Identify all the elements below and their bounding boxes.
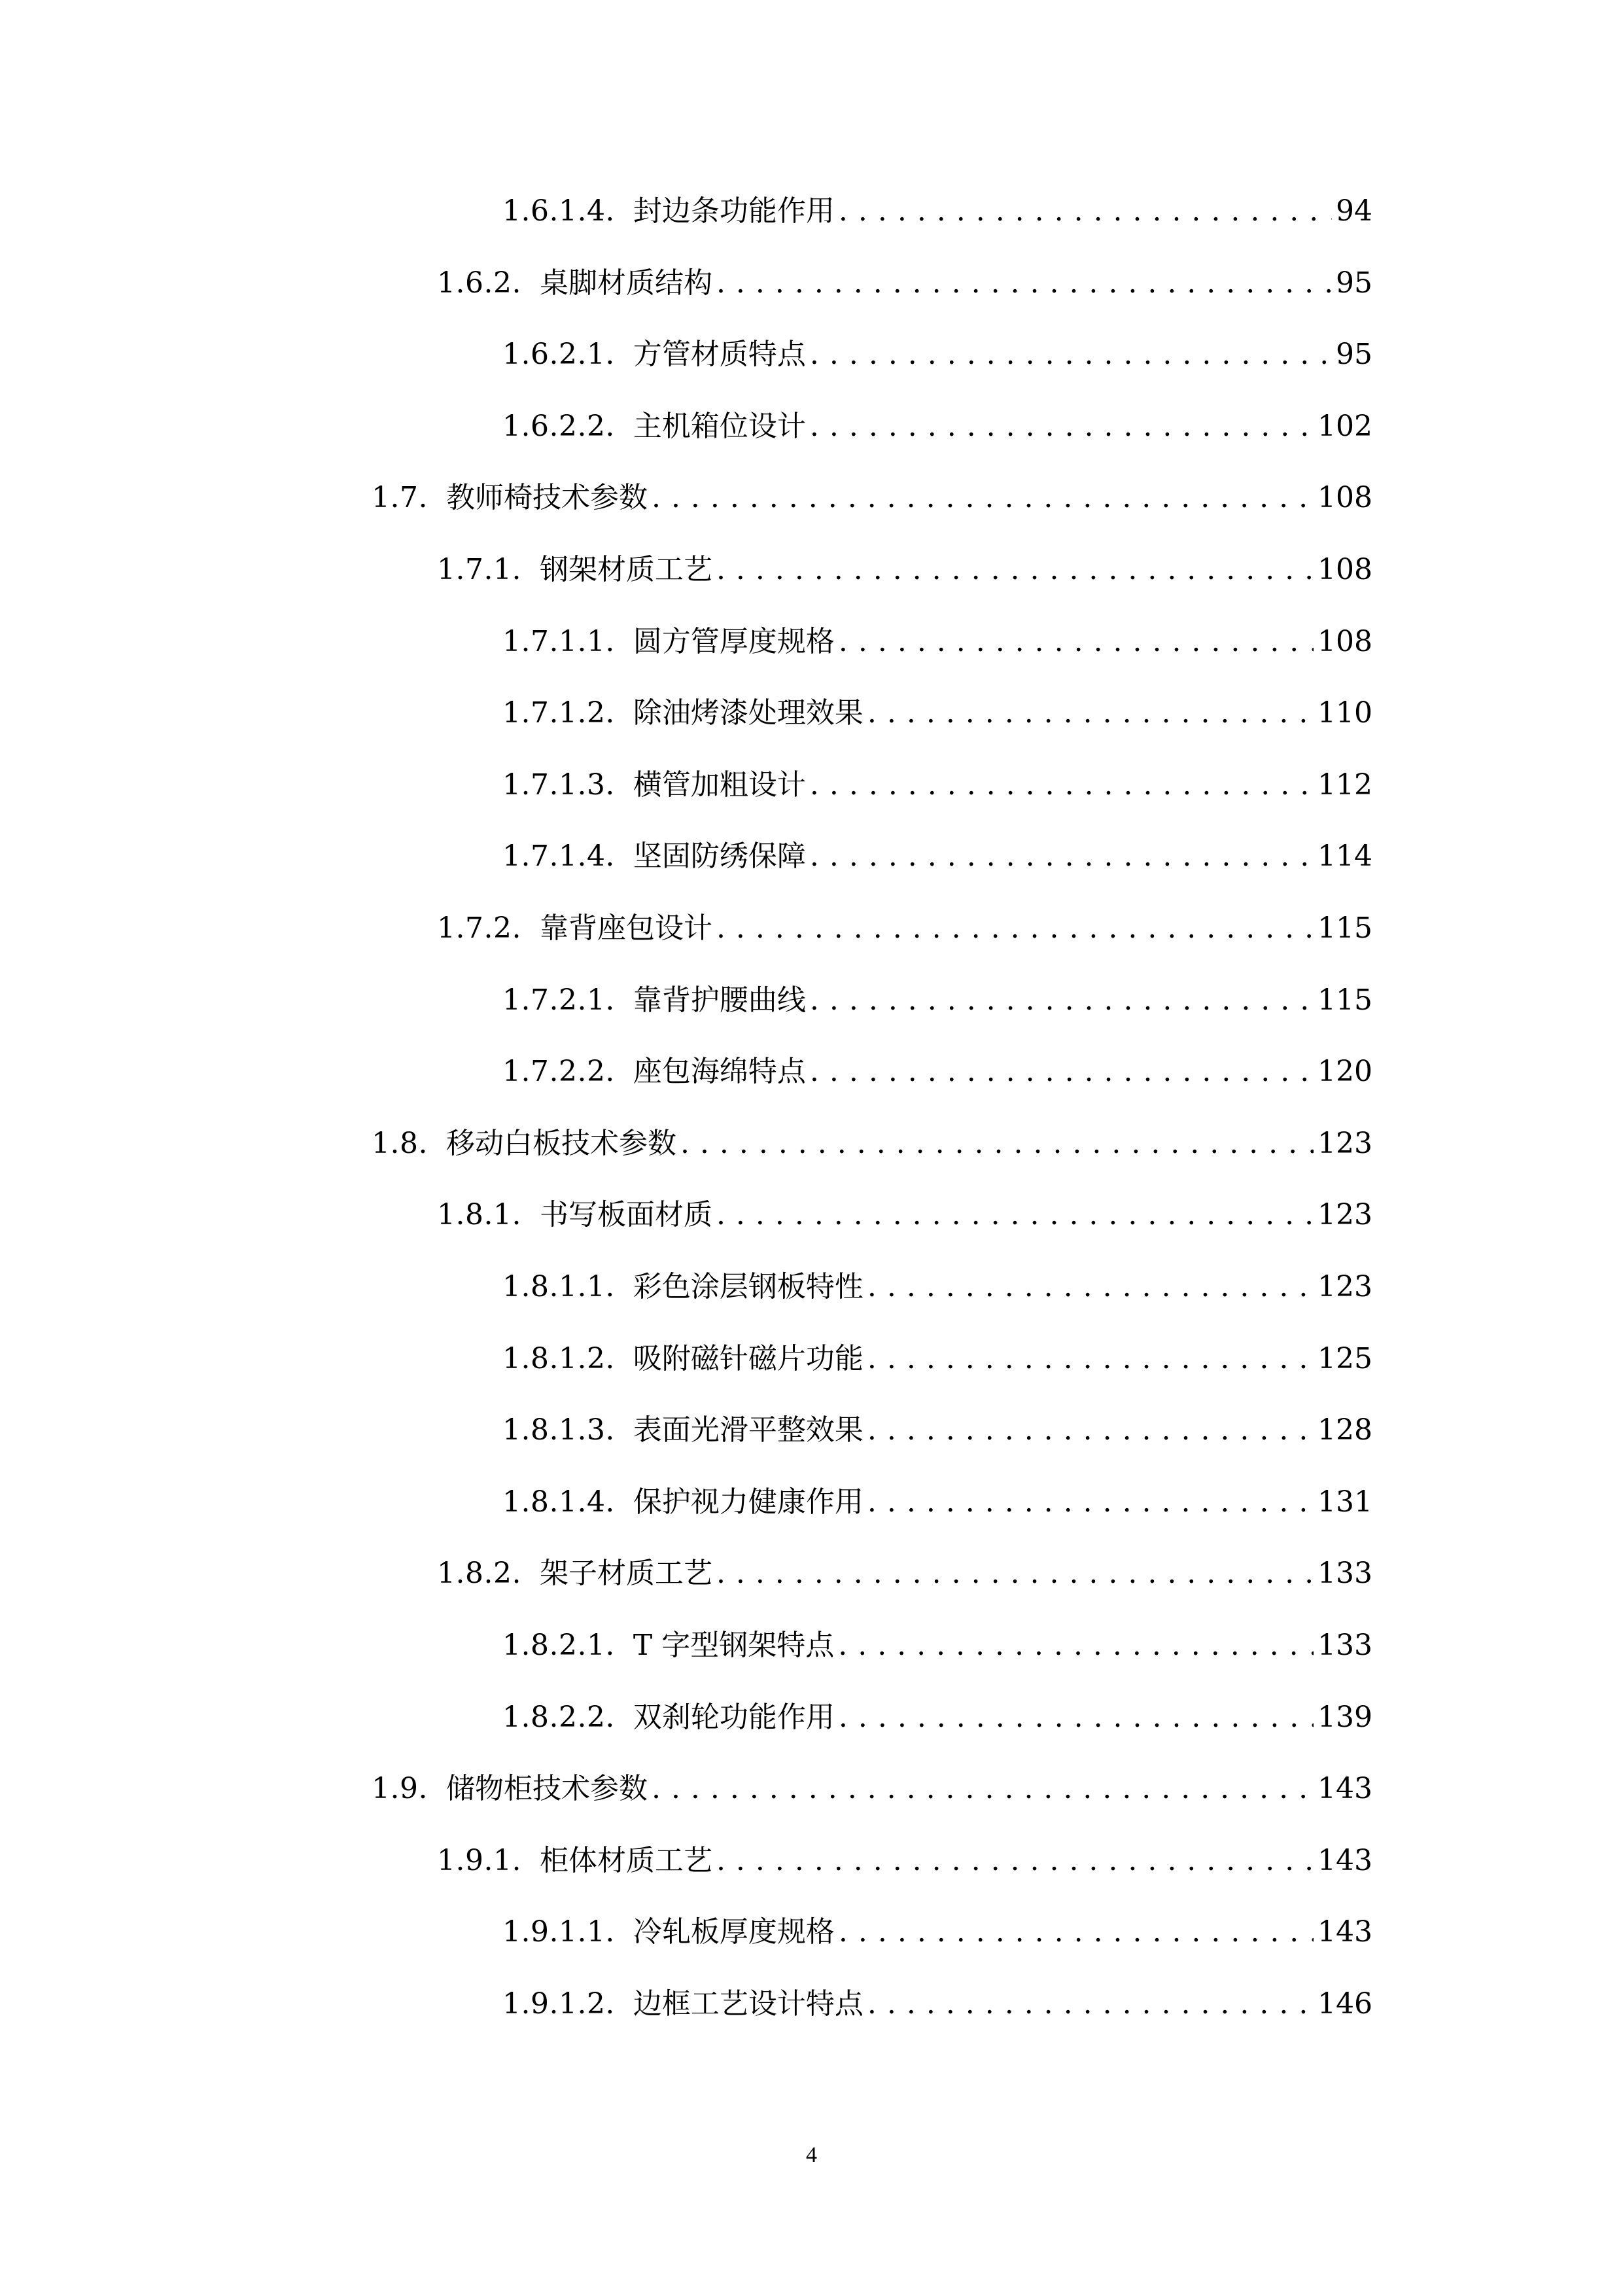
- toc-entry-page: 143: [1318, 1915, 1372, 1949]
- toc-entry-number: 1.8.1.1.: [502, 1270, 615, 1303]
- toc-entry-page: 95: [1336, 266, 1372, 300]
- toc-entry-number: 1.8.2.2.: [502, 1701, 615, 1734]
- toc-entry-number: 1.8.1.: [437, 1198, 521, 1231]
- toc-entry-page: 123: [1318, 1198, 1372, 1231]
- toc-entry-title: 教师椅技术参数: [445, 481, 648, 514]
- toc-entry[interactable]: [502, 1049, 1372, 1095]
- toc-entry-number: 1.8.2.: [437, 1557, 521, 1590]
- toc-entry[interactable]: [502, 1336, 1372, 1382]
- toc-entry[interactable]: [502, 978, 1372, 1023]
- toc-entry-title: 靠背座包设计: [539, 911, 712, 945]
- toc-leader-dots: [867, 690, 1314, 736]
- toc-entry-number: 1.7.1.2.: [502, 696, 615, 730]
- toc-leader-dots: [839, 619, 1314, 665]
- toc-entry[interactable]: [502, 404, 1372, 450]
- toc-entry[interactable]: [502, 619, 1372, 665]
- toc-entry[interactable]: [437, 906, 1372, 951]
- toc-entry-title: T 字型钢架特点: [633, 1629, 835, 1662]
- page-number: 4: [806, 2143, 817, 2167]
- toc-leader-dots: [810, 1049, 1314, 1095]
- toc-leader-dots: [716, 1551, 1314, 1597]
- toc-entry-page: 123: [1318, 1270, 1372, 1303]
- toc-leader-dots: [867, 1981, 1314, 2027]
- toc-entry-page: 128: [1318, 1413, 1372, 1447]
- toc-entry[interactable]: [502, 834, 1372, 879]
- toc-entry[interactable]: [502, 762, 1372, 808]
- toc-leader-dots: [716, 260, 1332, 306]
- toc-entry-page: 110: [1318, 696, 1372, 730]
- toc-entry-title: 钢架材质工艺: [539, 553, 712, 586]
- toc-entry-page: 108: [1318, 625, 1372, 658]
- toc-entry-number: 1.9.1.2.: [502, 1987, 615, 2021]
- toc-entry-number: 1.6.2.: [437, 266, 521, 300]
- toc-leader-dots: [652, 475, 1314, 521]
- toc-entry-page: 115: [1318, 911, 1372, 945]
- toc-entry-page: 125: [1318, 1342, 1372, 1375]
- toc-entry[interactable]: [437, 547, 1372, 593]
- toc-entry-page: 143: [1318, 1772, 1372, 1805]
- toc-entry-number: 1.7.2.1.: [502, 983, 615, 1017]
- toc-leader-dots: [867, 1407, 1314, 1453]
- toc-entry-title: 表面光滑平整效果: [633, 1413, 864, 1447]
- toc-leader-dots: [810, 332, 1332, 378]
- toc-entry-number: 1.9.1.1.: [502, 1915, 615, 1949]
- toc-entry-title: 边框工艺设计特点: [633, 1987, 864, 2021]
- toc-entry-page: 114: [1318, 839, 1372, 873]
- toc-entry-title: 方管材质特点: [633, 338, 806, 371]
- toc-entry-title: 保护视力健康作用: [633, 1485, 864, 1519]
- toc-leader-dots: [716, 547, 1314, 593]
- toc-leader-dots: [867, 1479, 1314, 1525]
- toc-entry[interactable]: [502, 332, 1372, 378]
- toc-entry-title: 架子材质工艺: [539, 1557, 712, 1590]
- toc-entry[interactable]: [372, 1121, 1372, 1167]
- toc-entry-number: 1.8.: [372, 1127, 428, 1160]
- toc-entry-title: 彩色涂层钢板特性: [633, 1270, 864, 1303]
- toc-leader-dots: [680, 1121, 1314, 1167]
- toc-entry-page: 115: [1318, 983, 1372, 1017]
- toc-entry-page: 94: [1336, 194, 1372, 228]
- toc-leader-dots: [716, 1192, 1314, 1238]
- toc-entry-page: 133: [1318, 1629, 1372, 1662]
- toc-entry-number: 1.9.: [372, 1772, 428, 1805]
- toc-entry-number: 1.7.: [372, 481, 428, 514]
- toc-entry[interactable]: [372, 475, 1372, 521]
- toc-entry-page: 131: [1318, 1485, 1372, 1519]
- toc-leader-dots: [867, 1264, 1314, 1310]
- toc-entry[interactable]: [502, 1909, 1372, 1955]
- toc-entry-number: 1.8.1.3.: [502, 1413, 615, 1447]
- toc-entry-page: 108: [1318, 481, 1372, 514]
- toc-entry-number: 1.8.2.1.: [502, 1629, 615, 1662]
- toc-leader-dots: [810, 978, 1314, 1023]
- toc-entry[interactable]: [502, 1623, 1372, 1669]
- toc-entry-number: 1.7.1.4.: [502, 839, 615, 873]
- toc-entry[interactable]: [502, 690, 1372, 736]
- toc-entry-title: 主机箱位设计: [633, 410, 806, 443]
- toc-entry-title: 柜体材质工艺: [539, 1844, 712, 1877]
- toc-entry-title: 吸附磁针磁片功能: [633, 1342, 864, 1375]
- toc-entry-title: 封边条功能作用: [633, 194, 835, 228]
- toc-entry-number: 1.7.1.: [437, 553, 521, 586]
- toc-entry-page: 102: [1318, 410, 1372, 443]
- toc-entry[interactable]: [437, 1192, 1372, 1238]
- toc-entry-title: 靠背护腰曲线: [633, 983, 806, 1017]
- toc-entry[interactable]: [502, 1479, 1372, 1525]
- toc-entry-title: 移动白板技术参数: [445, 1127, 676, 1160]
- toc-entry-number: 1.7.2.: [437, 911, 521, 945]
- toc-entry-number: 1.7.2.2.: [502, 1055, 615, 1088]
- toc-entry-title: 圆方管厚度规格: [633, 625, 835, 658]
- toc-entry-page: 95: [1336, 338, 1372, 371]
- toc-leader-dots: [839, 1695, 1314, 1740]
- toc-entry-number: 1.6.1.4.: [502, 194, 615, 228]
- toc-entry-page: 108: [1318, 553, 1372, 586]
- toc-entry-page: 120: [1318, 1055, 1372, 1088]
- toc-leader-dots: [838, 1623, 1314, 1669]
- toc-leader-dots: [810, 404, 1314, 450]
- toc-entry[interactable]: [437, 1838, 1372, 1884]
- toc-entry-number: 1.6.2.1.: [502, 338, 615, 371]
- toc-entry-title: 桌脚材质结构: [539, 266, 712, 300]
- toc-leader-dots: [810, 762, 1314, 808]
- toc-entry-page: 112: [1318, 768, 1372, 802]
- toc-leader-dots: [839, 188, 1332, 234]
- toc-entry[interactable]: [437, 260, 1372, 306]
- toc-entry[interactable]: [502, 188, 1372, 234]
- toc-entry-page: 123: [1318, 1127, 1372, 1160]
- toc-entry[interactable]: [502, 1981, 1372, 2027]
- toc-leader-dots: [716, 906, 1314, 951]
- toc-entry-number: 1.6.2.2.: [502, 410, 615, 443]
- toc-leader-dots: [810, 834, 1314, 879]
- toc-entry-title: 双刹轮功能作用: [633, 1701, 835, 1734]
- toc-entry[interactable]: [502, 1264, 1372, 1310]
- toc-leader-dots: [839, 1909, 1314, 1955]
- toc-entry-title: 坚固防绣保障: [633, 839, 806, 873]
- toc-entry-number: 1.7.1.3.: [502, 768, 615, 802]
- toc-entry-title: 书写板面材质: [539, 1198, 712, 1231]
- toc-entry-page: 139: [1318, 1701, 1372, 1734]
- toc-entry-number: 1.8.1.4.: [502, 1485, 615, 1519]
- toc-entry-page: 143: [1318, 1844, 1372, 1877]
- toc-leader-dots: [716, 1838, 1314, 1884]
- toc-leader-dots: [652, 1766, 1314, 1812]
- toc-entry-title: 除油烤漆处理效果: [633, 696, 864, 730]
- toc-entry-number: 1.8.1.2.: [502, 1342, 615, 1375]
- toc-entry[interactable]: [372, 1766, 1372, 1812]
- toc-entry-number: 1.7.1.1.: [502, 625, 615, 658]
- toc-entry[interactable]: [502, 1695, 1372, 1740]
- toc-entry-title: 冷轧板厚度规格: [633, 1915, 835, 1949]
- toc-leader-dots: [867, 1336, 1314, 1382]
- toc-entry-number: 1.9.1.: [437, 1844, 521, 1877]
- toc-entry[interactable]: [502, 1407, 1372, 1453]
- toc-entry-page: 133: [1318, 1557, 1372, 1590]
- toc-entry-title: 横管加粗设计: [633, 768, 806, 802]
- toc-entry[interactable]: [437, 1551, 1372, 1597]
- toc-entry-title: 储物柜技术参数: [445, 1772, 648, 1805]
- toc-entry-title: 座包海绵特点: [633, 1055, 806, 1088]
- toc-entry-page: 146: [1318, 1987, 1372, 2021]
